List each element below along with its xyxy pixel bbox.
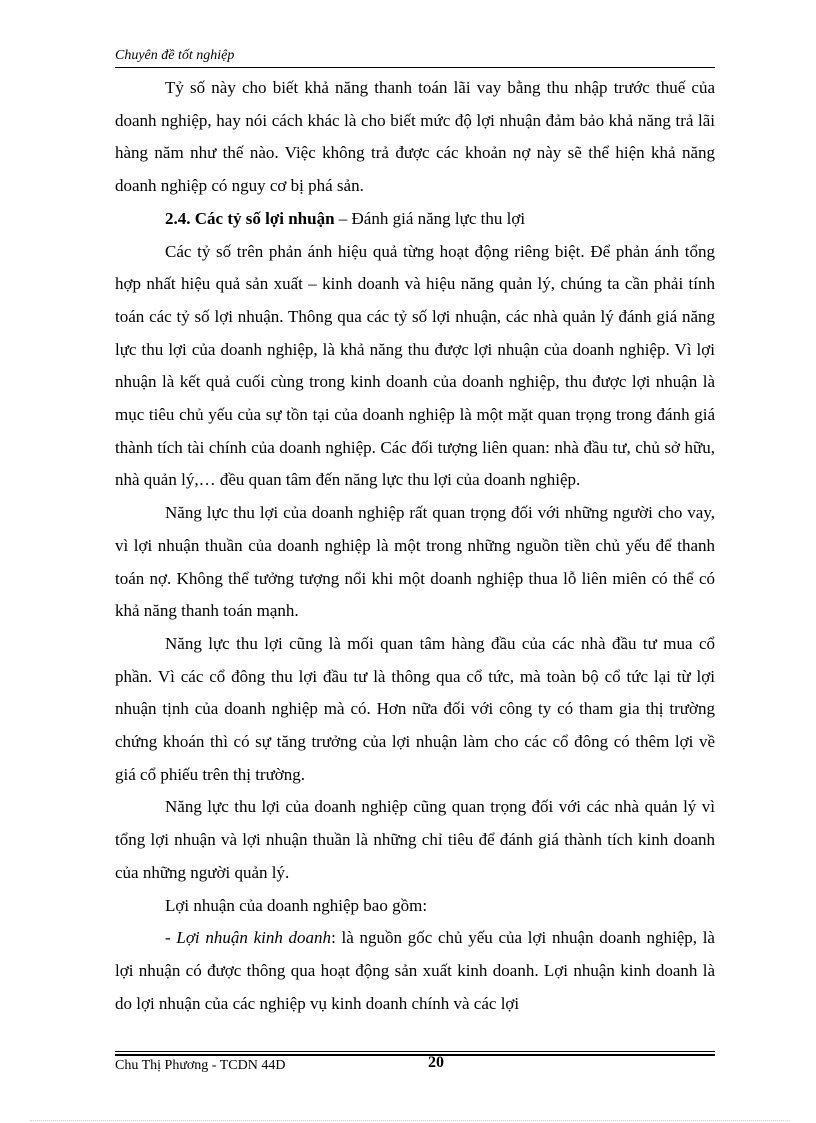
footer-divider-thick bbox=[115, 1054, 715, 1056]
paragraph-managers: Năng lực thu lợi của doanh nghiệp cũng quan trọng đối với các nhà quản lý vì tổng lợi nhuận và lợi nhuận thuần là những chỉ tiêu để đánh giá thành tích kinh doanh của những người quản lý. bbox=[115, 797, 715, 882]
term-business-profit: Lợi nhuận kinh doanh bbox=[176, 928, 332, 948]
header-divider bbox=[115, 67, 715, 68]
footer-author: Chu Thị Phương - TCDN 44D bbox=[115, 1058, 286, 1073]
section-heading-rest: – Đánh giá năng lực thu lợi bbox=[334, 208, 526, 228]
paragraph-lenders: Năng lực thu lợi của doanh nghiệp rất quan trọng đối với những người cho vay, vì lợi nhuận thuần của doanh nghiệp là một trong những nguồn tiền chủ yếu để thanh toán nợ. Không thể tưởng tượng nổi khi một doanh nghiệp thua lỗ liên miên có thể có khả năng thanh toán mạnh. bbox=[115, 503, 715, 621]
document-body bbox=[115, 72, 715, 1020]
section-heading bbox=[115, 203, 715, 236]
page-bottom-dotted-line bbox=[30, 1120, 790, 1121]
paragraph-investors: Năng lực thu lợi cũng là mối quan tâm hàng đầu của các nhà đầu tư mua cổ phần. Vì các cổ đông thu lợi đầu tư là thông qua cổ tức, mà toàn bộ cổ tức lại từ lợi nhuận tịnh của doanh nghiệp mà có. Hơn nữa đối với công ty có tham gia thị trường chứng khoán thì có sự tăng trưởng của lợi nhuận làm cho các cổ đông có thêm lợi về giá cổ phiếu trên thị trường. bbox=[115, 633, 715, 784]
footer-divider-thin bbox=[115, 1051, 715, 1052]
paragraph-profit-ratios: Các tỷ số trên phản ánh hiệu quả từng hoạt động riêng biệt. Để phản ánh tổng hợp nhất hiệu quả sản xuất – kinh doanh và hiệu năng quản lý, chúng ta cần phải tính toán các tỷ số lợi nhuận. Thông qua các tỷ số lợi nhuận, các nhà quản lý đánh giá năng lực thu lợi của doanh nghiệp, là khả năng thu được lợi nhuận của doanh nghiệp. Vì lợi nhuận là kết quả cuối cùng trong kinh doanh của doanh nghiệp, thu được lợi nhuận là mục tiêu chủ yếu của sự tồn tại của doanh nghiệp là một mặt quan trọng trong đánh giá thành tích tài chính của doanh nghiệp. Các đối tượng liên quan: nhà đầu tư, chủ sở hữu, nhà quản lý,… đều quan tâm đến năng lực thu lợi của doanh nghiệp. bbox=[115, 241, 715, 490]
section-heading-bold: 2.4. Các tỷ số lợi nhuận bbox=[165, 208, 335, 228]
business-profit-definition: : là nguồn gốc chủ yếu của lợi nhuận doanh nghiệp, là lợi nhuận có được thông qua hoạt động sản xuất kinh doanh. Lợi nhuận kinh doanh là do lợi nhuận của các nghiệp vụ kinh doanh chính và các lợi bbox=[115, 928, 715, 1013]
bullet-dash: - bbox=[165, 928, 177, 948]
paragraph-interest-coverage: Tỷ số này cho biết khả năng thanh toán lãi vay bằng thu nhập trước thuế của doanh nghiệp, hay nói cách khác là cho biết mức độ lợi nhuận đảm bảo khả năng trả lãi hàng năm như thế nào. Việc không trả được các khoản nợ này sẽ thể hiện khả năng doanh nghiệp có nguy cơ bị phá sản. bbox=[115, 78, 715, 196]
page-header-title: Chuyên đề tốt nghiệp bbox=[115, 48, 235, 63]
paragraph-business-profit bbox=[115, 922, 715, 1020]
paragraph-profit-components: Lợi nhuận của doanh nghiệp bao gồm: bbox=[165, 895, 428, 915]
page-number: 20 bbox=[428, 1054, 444, 1071]
